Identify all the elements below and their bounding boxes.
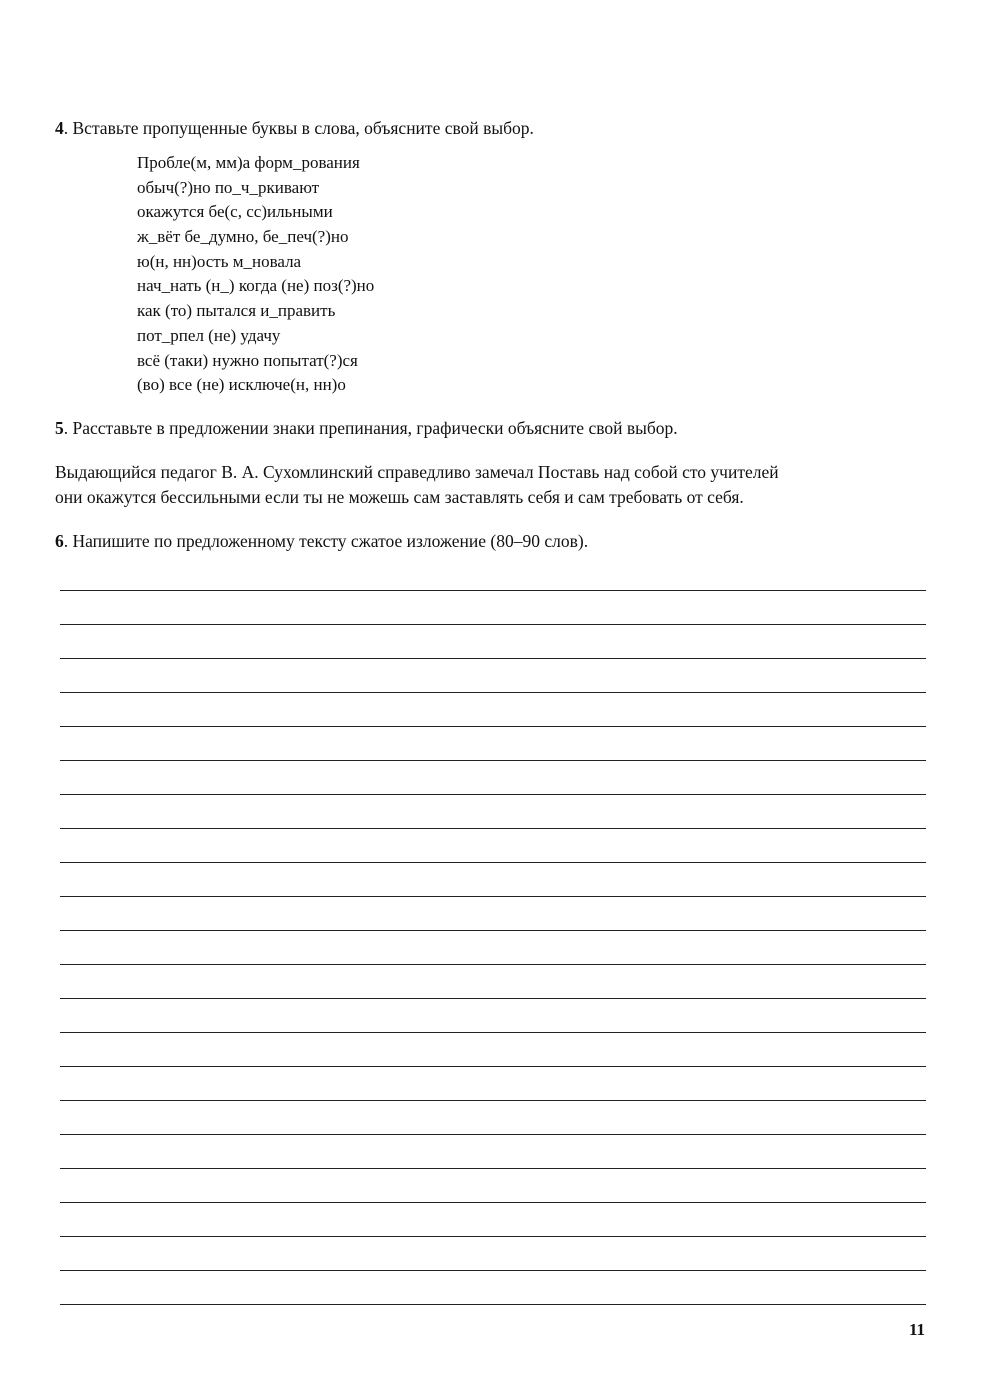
writing-line bbox=[60, 1134, 926, 1135]
writing-line bbox=[60, 1032, 926, 1033]
task-4-text: . Вставьте пропущенные буквы в слова, объясните свой выбор. bbox=[63, 118, 534, 138]
task-5-sentence-line-2: они окажутся бессильными если ты не можешь сам заставлять себя и сам требовать от себя. bbox=[55, 487, 744, 507]
writing-line bbox=[60, 624, 926, 625]
task-5-text: . Расставьте в предложении знаки препинания, графически объясните свой выбор. bbox=[63, 418, 678, 438]
writing-line bbox=[60, 862, 926, 863]
task-4-heading bbox=[55, 117, 534, 139]
word-item: (во) все (не) исключе(н, нн)о bbox=[137, 375, 346, 395]
writing-line bbox=[60, 1100, 926, 1101]
writing-line bbox=[60, 794, 926, 795]
task-4-word-list bbox=[137, 152, 374, 399]
writing-line bbox=[60, 930, 926, 931]
writing-line bbox=[60, 1236, 926, 1237]
word-item: нач_нать (н_) когда (не) поз(?)но bbox=[137, 276, 375, 296]
task-5-sentence-line-1: Выдающийся педагог В. А. Сухомлинский справедливо замечал Поставь над собой сто учителей bbox=[55, 462, 779, 482]
word-item: Пробле(м, мм)а форм_рования bbox=[137, 153, 360, 172]
task-4-number: 4 bbox=[55, 118, 64, 138]
writing-line bbox=[60, 1270, 926, 1271]
word-item: всё (таки) нужно попытат(?)ся bbox=[137, 350, 358, 370]
page-number: 11 bbox=[909, 1320, 926, 1339]
writing-line bbox=[60, 828, 926, 829]
writing-line bbox=[60, 896, 926, 897]
writing-line bbox=[60, 1202, 926, 1203]
writing-line bbox=[60, 692, 926, 693]
word-item: ю(н, нн)ость м_новала bbox=[137, 251, 302, 271]
task-6-heading bbox=[55, 530, 588, 552]
word-item: ж_вёт бе_думно, бе_печ(?)но bbox=[137, 227, 349, 247]
writing-line bbox=[60, 590, 926, 591]
writing-line bbox=[60, 964, 926, 965]
writing-line bbox=[60, 658, 926, 659]
writing-line bbox=[60, 1304, 926, 1305]
word-item: обыч(?)но по_ч_ркивают bbox=[137, 177, 320, 197]
writing-line bbox=[60, 998, 926, 999]
task-5-heading bbox=[55, 417, 678, 439]
task-5-number: 5 bbox=[55, 418, 64, 438]
task-6-text: . Напишите по предложенному тексту сжатое изложение (80–90 слов). bbox=[63, 531, 589, 551]
task-6-number: 6 bbox=[55, 531, 64, 551]
word-item: как (то) пытался и_править bbox=[137, 301, 336, 321]
word-item: пот_рпел (не) удачу bbox=[137, 325, 281, 345]
writing-line bbox=[60, 1066, 926, 1067]
writing-line bbox=[60, 726, 926, 727]
writing-line bbox=[60, 1168, 926, 1169]
word-item: окажутся бе(с, сс)ильными bbox=[137, 202, 333, 222]
writing-line bbox=[60, 760, 926, 761]
